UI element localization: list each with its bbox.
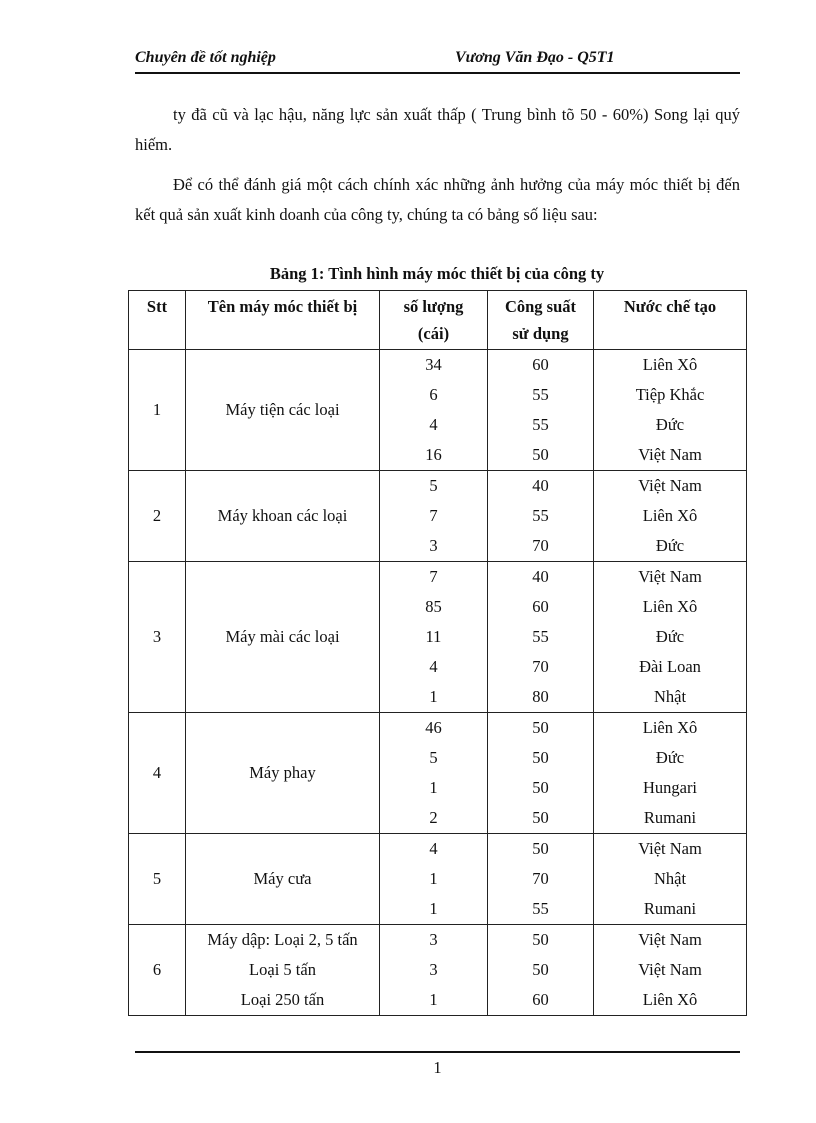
header-quantity-line-1: số lượng xyxy=(403,297,464,316)
paragraph-1-text: ty đã cũ và lạc hậu, năng lực sản xuất thấp ( Trung bình tõ 50 - 60%) Song lại quý hiếm. xyxy=(135,105,740,154)
power-value: 50 xyxy=(532,808,549,827)
equipment-name-cell xyxy=(186,834,380,925)
header-power-line-2: sử dụng xyxy=(512,324,569,343)
country-value: Việt Nam xyxy=(638,960,702,979)
country-cell xyxy=(594,925,747,1016)
country-value: Liên Xô xyxy=(642,355,698,374)
equipment-name: Máy dập: Loại 2, 5 tấn xyxy=(207,930,358,949)
country-value: Đài Loan xyxy=(639,657,701,676)
quantity-value: 46 xyxy=(425,718,442,737)
header-equipment-name: Tên máy móc thiết bị xyxy=(186,291,380,350)
paragraph-2-text: Để có thể đánh giá một cách chính xác những ảnh hưởng của máy móc thiết bị đến kết quả sản xuất kinh doanh của công ty, chúng ta có bảng số liệu sau: xyxy=(135,175,740,224)
equipment-name-cell xyxy=(186,562,380,713)
stt-cell: 2 xyxy=(129,471,186,562)
quantity-cell xyxy=(380,562,488,713)
power-value: 40 xyxy=(532,567,549,586)
paragraph-1 xyxy=(135,100,740,160)
country-value: Việt Nam xyxy=(638,930,702,949)
quantity-cell xyxy=(380,925,488,1016)
power-value: 55 xyxy=(532,385,549,404)
quantity-value: 1 xyxy=(429,869,438,888)
country-value: Rumani xyxy=(643,899,697,918)
power-value: 80 xyxy=(532,687,549,706)
country-value: Việt Nam xyxy=(638,567,702,586)
quantity-value: 1 xyxy=(429,778,438,797)
quantity-value: 4 xyxy=(429,657,438,676)
power-cell xyxy=(488,834,594,925)
header-quantity-line-2: (cái) xyxy=(417,324,450,343)
quantity-value: 6 xyxy=(429,385,438,404)
country-value: Việt Nam xyxy=(638,445,702,464)
header-power xyxy=(488,291,594,350)
header-country: Nước chế tạo xyxy=(594,291,747,350)
stt-cell: 1 xyxy=(129,350,186,471)
equipment-name: Loại 250 tấn xyxy=(240,990,325,1009)
stt-cell: 6 xyxy=(129,925,186,1016)
power-value: 50 xyxy=(532,839,549,858)
equipment-name: Máy tiện các loại xyxy=(225,400,340,419)
equipment-name: Máy khoan các loại xyxy=(217,506,348,525)
power-cell xyxy=(488,350,594,471)
power-value: 50 xyxy=(532,960,549,979)
country-value: Việt Nam xyxy=(638,839,702,858)
power-value: 55 xyxy=(532,899,549,918)
country-value: Đức xyxy=(655,536,685,555)
quantity-value: 1 xyxy=(429,687,438,706)
country-value: Đức xyxy=(655,415,685,434)
country-cell xyxy=(594,350,747,471)
power-value: 50 xyxy=(532,930,549,949)
quantity-value: 1 xyxy=(429,990,438,1009)
table-caption: Bảng 1: Tình hình máy móc thiết bị của công ty xyxy=(269,264,605,283)
power-value: 50 xyxy=(532,445,549,464)
quantity-cell xyxy=(380,713,488,834)
equipment-name-cell xyxy=(186,471,380,562)
quantity-cell xyxy=(380,350,488,471)
quantity-value: 4 xyxy=(429,415,438,434)
table-row xyxy=(129,350,747,471)
quantity-cell xyxy=(380,834,488,925)
footer-divider xyxy=(135,1051,740,1053)
power-value: 50 xyxy=(532,778,549,797)
quantity-cell xyxy=(380,471,488,562)
quantity-value: 16 xyxy=(425,445,442,464)
power-cell xyxy=(488,471,594,562)
quantity-value: 1 xyxy=(429,899,438,918)
country-cell xyxy=(594,834,747,925)
equipment-name: Máy cưa xyxy=(253,869,312,888)
country-cell xyxy=(594,562,747,713)
paragraph-2 xyxy=(135,170,740,230)
stt-cell: 3 xyxy=(129,562,186,713)
quantity-value: 85 xyxy=(425,597,442,616)
power-value: 40 xyxy=(532,476,549,495)
country-value: Việt Nam xyxy=(638,476,702,495)
equipment-name: Máy mài các loại xyxy=(225,627,340,646)
power-value: 70 xyxy=(532,869,549,888)
equipment-name: Loại 5 tấn xyxy=(249,960,316,979)
country-cell xyxy=(594,713,747,834)
quantity-value: 7 xyxy=(429,506,438,525)
power-value: 50 xyxy=(532,718,549,737)
table-row xyxy=(129,834,747,925)
quantity-value: 5 xyxy=(429,476,438,495)
table-row xyxy=(129,713,747,834)
equipment-name-cell xyxy=(186,925,380,1016)
power-value: 50 xyxy=(532,748,549,767)
power-value: 60 xyxy=(532,597,549,616)
country-value: Đức xyxy=(655,748,685,767)
table-row xyxy=(129,471,747,562)
country-value: Liên Xô xyxy=(642,990,698,1009)
quantity-value: 7 xyxy=(429,567,438,586)
power-value: 60 xyxy=(532,990,549,1009)
country-value: Đức xyxy=(655,627,685,646)
stt-cell: 4 xyxy=(129,713,186,834)
power-value: 60 xyxy=(532,355,549,374)
country-value: Rumani xyxy=(643,808,697,827)
quantity-value: 4 xyxy=(429,839,438,858)
equipment-name-cell xyxy=(186,713,380,834)
country-value: Tiệp Khắc xyxy=(635,385,705,404)
country-cell xyxy=(594,471,747,562)
page-number: 1 xyxy=(433,1058,442,1077)
table-row xyxy=(129,562,747,713)
equipment-name: Máy phay xyxy=(249,763,316,782)
equipment-name-cell xyxy=(186,350,380,471)
header-document-type: Chuyên đề tốt nghiệp xyxy=(135,49,276,66)
quantity-value: 2 xyxy=(429,808,438,827)
stt-cell: 5 xyxy=(129,834,186,925)
quantity-value: 3 xyxy=(429,960,438,979)
country-value: Liên Xô xyxy=(642,718,698,737)
power-cell xyxy=(488,925,594,1016)
header-stt: Stt xyxy=(129,291,186,350)
quantity-value: 3 xyxy=(429,536,438,555)
power-value: 55 xyxy=(532,506,549,525)
power-value: 70 xyxy=(532,657,549,676)
quantity-value: 5 xyxy=(429,748,438,767)
table-row xyxy=(129,925,747,1016)
table-header-row xyxy=(129,291,747,350)
country-value: Nhật xyxy=(653,687,687,706)
power-value: 70 xyxy=(532,536,549,555)
power-value: 55 xyxy=(532,627,549,646)
country-value: Liên Xô xyxy=(642,597,698,616)
quantity-value: 11 xyxy=(425,627,442,646)
quantity-value: 34 xyxy=(425,355,442,374)
country-value: Hungari xyxy=(642,778,698,797)
power-value: 55 xyxy=(532,415,549,434)
header-power-line-1: Công suất xyxy=(504,297,577,316)
header-author: Vương Văn Đạo - Q5T1 xyxy=(455,49,615,66)
country-value: Nhật xyxy=(653,869,687,888)
header-quantity xyxy=(380,291,488,350)
quantity-value: 3 xyxy=(429,930,438,949)
page-header xyxy=(135,46,740,74)
country-value: Liên Xô xyxy=(642,506,698,525)
equipment-table xyxy=(128,290,747,1016)
power-cell xyxy=(488,713,594,834)
power-cell xyxy=(488,562,594,713)
